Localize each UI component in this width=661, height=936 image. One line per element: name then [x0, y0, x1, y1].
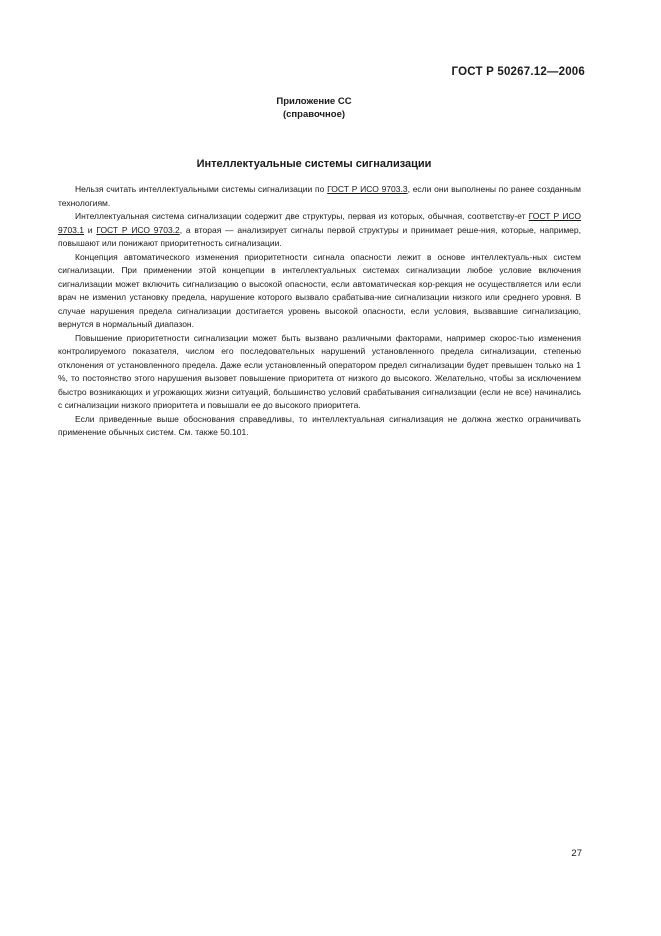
paragraph-2-text-a: Интеллектуальная система сигнализации содержит две структуры, первая из которых, обычная, соответству-ет — [75, 211, 529, 221]
document-number: ГОСТ Р 50267.12—2006 — [451, 66, 585, 78]
appendix-subtitle: (справочное) — [282, 109, 346, 120]
paragraph-3: Концепция автоматического изменения приоритетности сигнала опасности лежит в основе интеллектуаль-ных систем сигнализации. При применении этой концепции в интеллектуальных системах сигнализации любое условие включения сигнализации может включить сигнализацию о высокой опасности, если автоматическая кор-рекция не осуществляется или если врач не изменил установку предела, нарушение которого вызвало срабатыва-ние сигнализации низкого или среднего уровня. В случае нарушения предела сигнализации достигается уровень высокой опасности, если условия, вызвавшие сигнализацию, вернутся в нормальный диапазон. — [58, 251, 581, 329]
link-gost-9703-1[interactable]: ГОСТ Р ИСО 9703.1 — [58, 211, 581, 235]
paragraph-2-text-c: , а вторая — анализирует сигналы первой структуры и принимает реше-ния, которые, например, повышают или понижают приоритетность сигнализации. — [58, 224, 581, 248]
appendix-heading — [0, 95, 628, 121]
appendix-title: Приложение СС — [276, 96, 352, 107]
paragraph-5: Если приведенные выше обоснования справедливы, то интеллектуальная сигнализация не должна жестко ограничивать применение обычных систем. См. также 50.101. — [58, 413, 581, 437]
link-gost-9703-2[interactable]: ГОСТ Р ИСО 9703.2 — [96, 224, 180, 235]
body-text — [58, 183, 581, 440]
paragraph-1-text-a: Нельзя считать интеллектуальными системы сигнализации по — [75, 184, 328, 194]
paragraph-1-text-b: , если они выполнены по ранее созданным технологиям. — [58, 184, 581, 208]
paragraph-2-text-b: и — [84, 224, 97, 235]
link-gost-9703-3[interactable]: ГОСТ Р ИСО 9703.3 — [327, 184, 408, 194]
paragraph-1 — [58, 183, 581, 210]
section-title: Интеллектуальные системы сигнализации — [196, 158, 432, 170]
page-number: 27 — [571, 848, 582, 859]
paragraph-2 — [58, 210, 581, 251]
paragraph-4: Повышение приоритетности сигнализации может быть вызвано различными факторами, например скорос-тью изменения контролируемого показателя, числом его последовательных нарушений установленного предела сигнализации, степенью отклонения от установленного предела. Даже если установленный оператором предел сигнализации будет превышен только на 1 %, то постоянство этого нарушения вызовет повышение приоритета от низкого до высокого. Желательно, чтобы за исключением быстро возникающих и угрожающих жизни ситуаций, большинство условий срабатывания сигнализации (если не все) начинались с сигнализации низкого приоритета и повышали ее до высокого приоритета. — [58, 332, 581, 410]
